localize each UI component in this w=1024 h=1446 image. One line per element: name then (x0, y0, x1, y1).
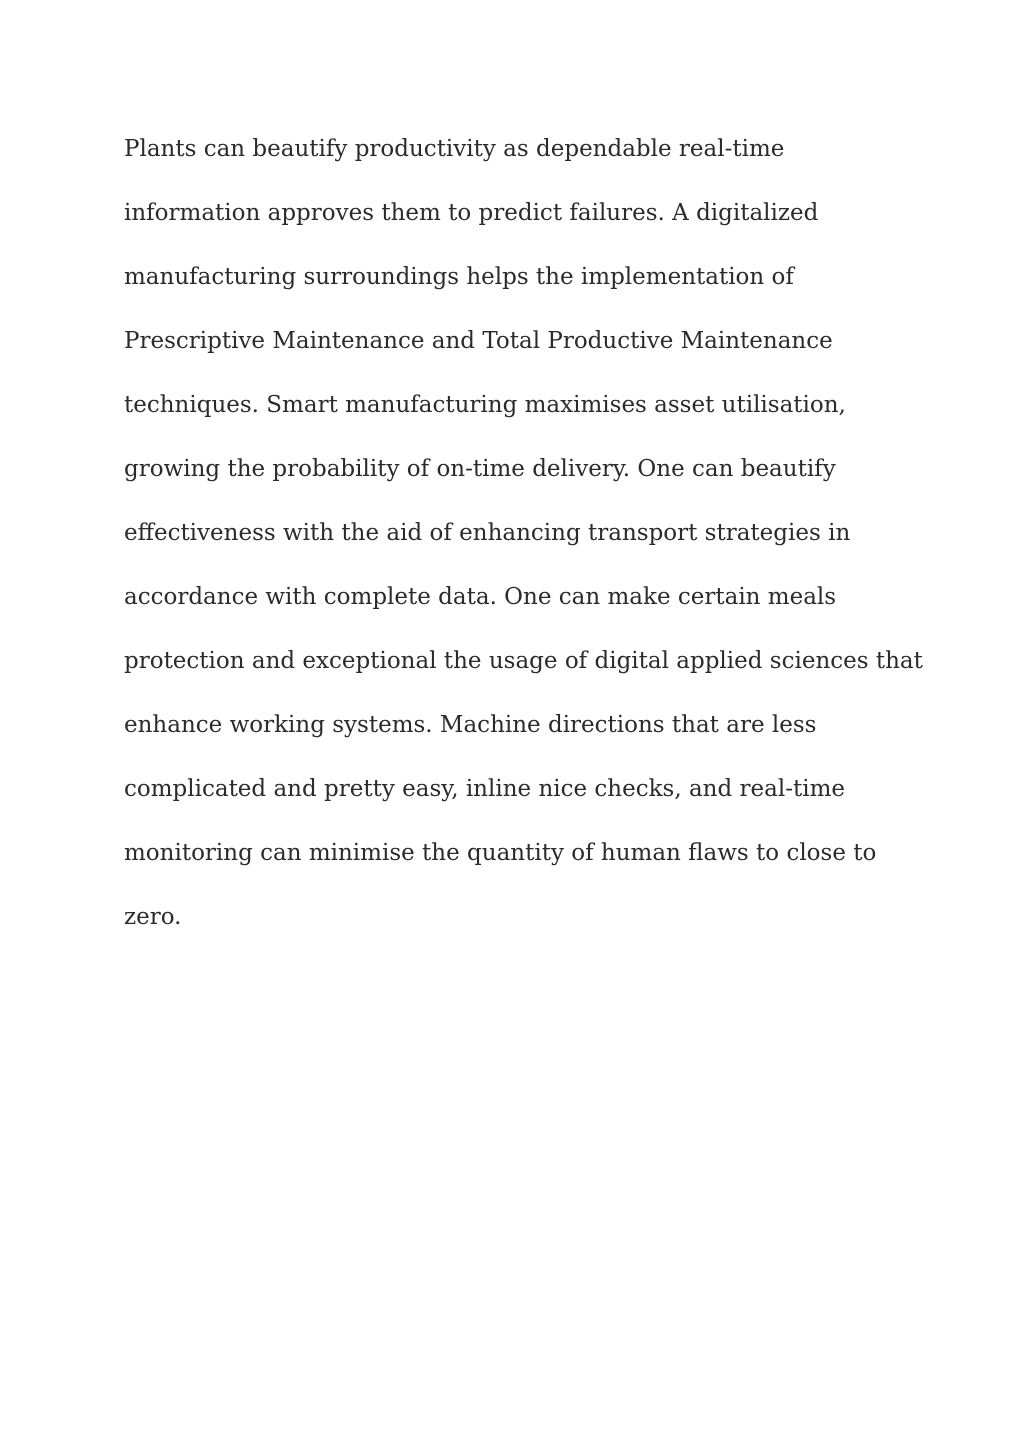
paragraph-line: growing the probability of on-time delivery. One can beautify (124, 456, 836, 482)
body-paragraph (124, 117, 924, 949)
paragraph-line: zero. (124, 904, 182, 930)
paragraph-line: accordance with complete data. One can make certain meals (124, 584, 837, 610)
paragraph-line: enhance working systems. Machine directions that are less (124, 712, 817, 738)
paragraph-line: effectiveness with the aid of enhancing transport strategies in (124, 520, 851, 546)
paragraph-line: complicated and pretty easy, inline nice checks, and real-time (124, 776, 845, 802)
paragraph-line: information approves them to predict failures. A digitalized (124, 200, 819, 226)
paragraph-line: protection and exceptional the usage of digital applied sciences that (124, 648, 923, 674)
paragraph-line: Prescriptive Maintenance and Total Productive Maintenance (124, 328, 833, 354)
paragraph-line: manufacturing surroundings helps the implementation of (124, 264, 794, 290)
paragraph-line: monitoring can minimise the quantity of human flaws to close to (124, 840, 877, 866)
paragraph-line: Plants can beautify productivity as dependable real-time (124, 136, 785, 162)
paragraph-line: techniques. Smart manufacturing maximises asset utilisation, (124, 392, 846, 418)
